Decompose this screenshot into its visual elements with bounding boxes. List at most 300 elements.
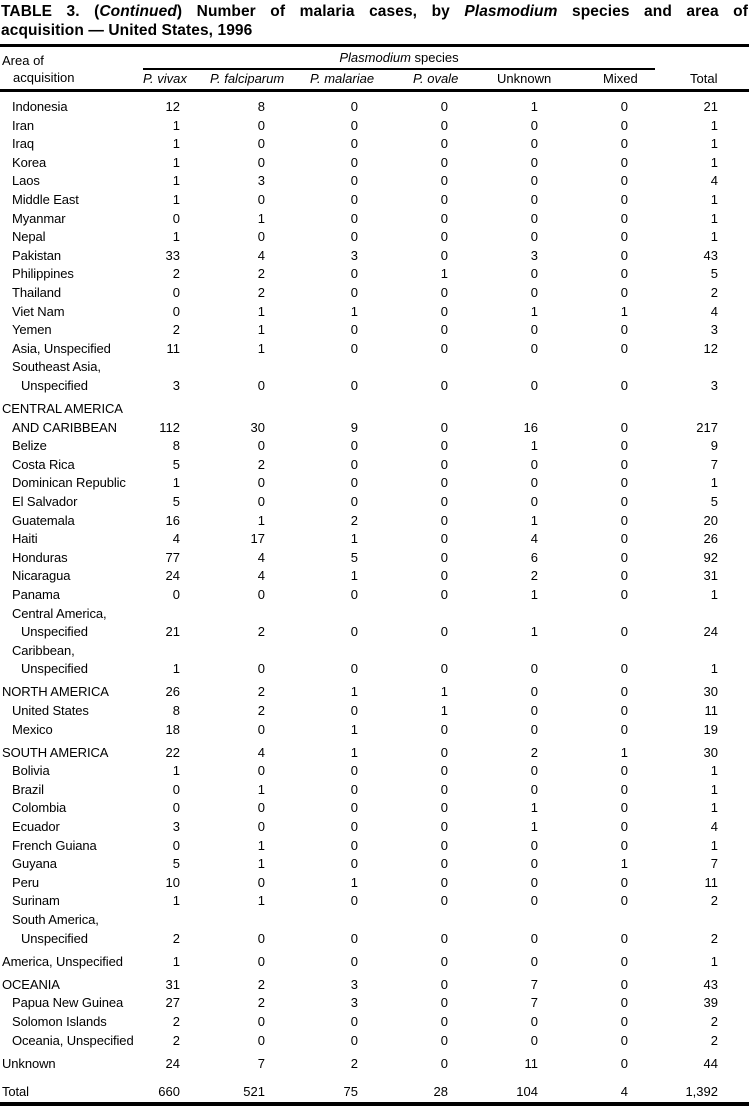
cell-mixed: 1 <box>620 303 628 319</box>
cell-unknown: 0 <box>530 930 538 946</box>
cell-total: 1 <box>710 136 718 152</box>
cell-p-falciparum: 30 <box>250 419 265 435</box>
cell-p-vivax: 0 <box>172 837 180 853</box>
table-row <box>0 154 749 173</box>
cell-p-vivax: 1 <box>172 229 180 245</box>
table-row <box>0 642 749 661</box>
row-label: Iran <box>12 117 35 133</box>
cell-unknown: 1 <box>530 512 538 528</box>
cell-p-malariae: 0 <box>350 661 358 677</box>
cell-p-falciparum: 0 <box>257 438 265 454</box>
table-title <box>0 0 749 40</box>
cell-p-malariae: 0 <box>350 856 358 872</box>
cell-p-falciparum: 0 <box>257 136 265 152</box>
cell-p-falciparum: 0 <box>257 475 265 491</box>
cell-unknown: 0 <box>530 893 538 909</box>
cell-p-falciparum: 4 <box>257 744 265 760</box>
cell-unknown <box>448 358 538 377</box>
cell-p-vivax: 77 <box>165 549 180 565</box>
cell-p-falciparum: 2 <box>257 624 265 640</box>
table-title-line1 <box>1 2 748 21</box>
cell-p-ovale: 0 <box>440 819 448 835</box>
plasmodium-species-underline <box>143 68 655 70</box>
cell-p-ovale: 28 <box>433 1084 448 1100</box>
cell-p-ovale: 0 <box>440 721 448 737</box>
cell-mixed: 0 <box>620 136 628 152</box>
table-row <box>0 321 749 340</box>
cell-p-malariae: 1 <box>350 303 358 319</box>
cell-p-malariae: 1 <box>350 531 358 547</box>
cell-p-ovale: 0 <box>440 191 448 207</box>
cell-p-falciparum <box>180 400 265 419</box>
cell-total: 3 <box>710 377 718 393</box>
cell-unknown: 1 <box>530 99 538 114</box>
cell-p-ovale: 0 <box>440 837 448 853</box>
cell-total: 1 <box>710 154 718 170</box>
table-row <box>0 400 749 419</box>
cell-mixed: 0 <box>620 763 628 779</box>
cell-p-vivax: 3 <box>172 377 180 393</box>
cell-p-malariae: 0 <box>350 1014 358 1029</box>
cell-total: 2 <box>710 1014 718 1029</box>
cell-mixed: 0 <box>620 976 628 992</box>
cell-total: 5 <box>710 493 718 509</box>
cell-mixed: 0 <box>620 475 628 491</box>
table-row <box>0 493 749 512</box>
column-group-header-plasmodium-species: Plasmodium species <box>339 50 459 65</box>
cell-total: 3 <box>710 322 718 338</box>
cell-mixed: 0 <box>620 210 628 226</box>
title-segment: species and area of <box>557 3 748 20</box>
cell-mixed: 0 <box>620 419 628 435</box>
cell-mixed: 0 <box>620 191 628 207</box>
cell-p-malariae: 0 <box>350 322 358 338</box>
cell-p-falciparum: 0 <box>257 721 265 737</box>
cell-p-malariae: 0 <box>350 800 358 816</box>
row-label: Dominican Republic <box>12 475 126 491</box>
cell-p-falciparum: 0 <box>257 1032 265 1048</box>
cell-unknown: 0 <box>530 703 538 718</box>
cell-p-falciparum: 0 <box>257 800 265 816</box>
cell-total: 1 <box>710 953 718 969</box>
row-label: Asia, Unspecified <box>12 340 111 356</box>
cell-p-falciparum: 0 <box>257 661 265 677</box>
row-label: Total <box>2 1084 29 1100</box>
cell-p-vivax: 1 <box>172 763 180 779</box>
cell-p-vivax: 5 <box>172 856 180 872</box>
cell-p-malariae: 0 <box>350 266 358 282</box>
cell-unknown: 3 <box>530 247 538 263</box>
cell-p-ovale: 0 <box>440 1032 448 1048</box>
cell-total: 2 <box>710 893 718 909</box>
cell-unknown: 0 <box>530 173 538 189</box>
cell-unknown: 1 <box>530 819 538 835</box>
cell-p-malariae: 0 <box>350 930 358 946</box>
table-row <box>0 512 749 531</box>
row-label: Myanmar <box>12 210 66 226</box>
cell-p-falciparum: 1 <box>257 322 265 338</box>
cell-total: 2 <box>710 284 718 300</box>
table-row <box>0 530 749 549</box>
cell-total: 1 <box>710 191 718 207</box>
table-row <box>0 265 749 284</box>
cell-total: 44 <box>703 1055 718 1071</box>
cell-unknown <box>448 911 538 930</box>
cell-mixed: 0 <box>620 456 628 472</box>
title-segment: Plasmodium <box>464 3 558 20</box>
table-row <box>0 953 749 972</box>
cell-p-vivax: 5 <box>172 493 180 509</box>
table-row <box>0 994 749 1013</box>
cell-p-ovale: 0 <box>440 893 448 909</box>
cell-mixed <box>538 605 628 624</box>
cell-unknown: 4 <box>530 531 538 547</box>
cell-mixed: 0 <box>620 568 628 584</box>
table-row <box>0 1083 749 1102</box>
cell-total: 1 <box>710 475 718 491</box>
column-header-p-malariae: P. malariae <box>310 71 375 86</box>
cell-p-malariae: 1 <box>350 721 358 737</box>
cell-p-falciparum: 0 <box>257 763 265 779</box>
cell-unknown: 11 <box>524 1055 538 1071</box>
cell-total: 1 <box>710 586 718 602</box>
column-header-total: Total <box>690 71 718 86</box>
cell-p-malariae: 0 <box>350 781 358 797</box>
cell-p-malariae: 2 <box>350 512 358 528</box>
cell-total: 5 <box>710 266 718 282</box>
row-label: Brazil <box>12 781 44 797</box>
row-label: El Salvador <box>12 493 78 509</box>
cell-total: 1 <box>710 800 718 816</box>
table-row <box>0 456 749 475</box>
row-label: Philippines <box>12 266 74 282</box>
cell-p-malariae: 9 <box>350 419 358 435</box>
cell-p-malariae: 0 <box>350 837 358 853</box>
cell-p-ovale: 0 <box>440 99 448 114</box>
cell-unknown: 1 <box>530 586 538 602</box>
cell-mixed: 0 <box>620 229 628 245</box>
cell-unknown: 0 <box>530 781 538 797</box>
cell-p-malariae: 0 <box>350 340 358 356</box>
cell-unknown: 16 <box>523 419 538 435</box>
cell-p-malariae: 1 <box>350 744 358 760</box>
cell-p-malariae: 0 <box>350 438 358 454</box>
table-header <box>0 47 749 89</box>
table-row <box>0 474 749 493</box>
cell-p-vivax <box>145 911 180 930</box>
cell-p-vivax: 2 <box>172 930 180 946</box>
cell-p-malariae: 0 <box>350 763 358 779</box>
cell-unknown: 0 <box>530 377 538 393</box>
cell-p-malariae: 5 <box>350 549 358 565</box>
cell-p-vivax: 1 <box>172 117 180 133</box>
cell-p-vivax: 0 <box>172 284 180 300</box>
cell-p-malariae: 0 <box>350 117 358 133</box>
cell-mixed: 0 <box>620 819 628 835</box>
table-row <box>0 762 749 781</box>
row-label: Indonesia <box>12 99 68 114</box>
cell-p-ovale <box>358 642 448 661</box>
cell-mixed: 0 <box>620 703 628 718</box>
column-header-p-falciparum: P. falciparum <box>210 71 285 86</box>
table-row <box>0 98 749 117</box>
cell-mixed: 0 <box>620 173 628 189</box>
cell-mixed: 0 <box>620 512 628 528</box>
cell-total: 12 <box>703 340 718 356</box>
cell-p-malariae: 0 <box>350 210 358 226</box>
cell-unknown: 0 <box>530 953 538 969</box>
cell-p-vivax: 3 <box>172 819 180 835</box>
cell-p-ovale: 0 <box>440 953 448 969</box>
cell-p-ovale: 1 <box>440 266 448 282</box>
cell-p-falciparum: 0 <box>257 493 265 509</box>
table-row <box>0 721 749 740</box>
cell-p-vivax: 1 <box>172 191 180 207</box>
cell-p-malariae <box>265 642 358 661</box>
cell-p-ovale: 0 <box>440 475 448 491</box>
cell-p-falciparum: 1 <box>257 837 265 853</box>
table-row <box>0 117 749 136</box>
cell-p-ovale: 0 <box>440 856 448 872</box>
cell-total: 20 <box>703 512 718 528</box>
cell-total: 4 <box>710 819 718 835</box>
cell-unknown: 0 <box>530 1014 538 1029</box>
cell-p-vivax: 12 <box>165 99 180 114</box>
cell-total: 19 <box>703 721 718 737</box>
cell-unknown: 104 <box>516 1084 538 1100</box>
cell-p-ovale: 0 <box>440 303 448 319</box>
cell-p-vivax: 24 <box>165 1055 180 1071</box>
row-label: Peru <box>12 874 40 890</box>
table-row <box>0 855 749 874</box>
cell-p-malariae: 3 <box>350 995 358 1011</box>
cell-mixed: 0 <box>620 377 628 393</box>
cell-unknown: 6 <box>530 549 538 565</box>
cell-mixed: 0 <box>620 549 628 565</box>
cell-p-ovale: 0 <box>440 154 448 170</box>
cell-p-malariae: 1 <box>350 568 358 584</box>
cell-mixed <box>538 642 628 661</box>
cell-total <box>628 605 718 624</box>
cell-total: 1 <box>710 763 718 779</box>
cell-mixed: 0 <box>620 493 628 509</box>
cell-p-falciparum: 521 <box>243 1084 265 1100</box>
row-label: Solomon Islands <box>12 1014 107 1029</box>
cell-mixed: 0 <box>620 117 628 133</box>
cell-total: 11 <box>704 703 718 718</box>
cell-unknown: 0 <box>530 1032 538 1048</box>
table-row <box>0 911 749 930</box>
cell-mixed: 0 <box>620 322 628 338</box>
cell-total: 26 <box>703 531 718 547</box>
cell-mixed: 0 <box>620 586 628 602</box>
cell-p-falciparum: 1 <box>257 856 265 872</box>
cell-p-malariae: 2 <box>350 1055 358 1071</box>
table-row <box>0 976 749 995</box>
cell-p-vivax: 8 <box>172 438 180 454</box>
cell-unknown <box>448 642 538 661</box>
cell-unknown: 2 <box>530 568 538 584</box>
cell-p-malariae: 0 <box>350 456 358 472</box>
cell-p-malariae: 0 <box>350 191 358 207</box>
cell-p-falciparum <box>180 605 265 624</box>
cell-p-ovale: 0 <box>440 568 448 584</box>
cell-total <box>628 911 718 930</box>
row-label: NORTH AMERICA <box>2 684 109 700</box>
row-label: Viet Nam <box>12 303 65 319</box>
cell-p-vivax: 4 <box>172 531 180 547</box>
table-row <box>0 892 749 911</box>
row-label: Unspecified <box>21 930 88 946</box>
table-row <box>0 247 749 266</box>
cell-p-vivax: 18 <box>165 721 180 737</box>
cell-p-ovale: 0 <box>440 549 448 565</box>
cell-p-ovale <box>358 358 448 377</box>
cell-p-falciparum: 4 <box>257 549 265 565</box>
cell-p-vivax: 1 <box>172 893 180 909</box>
cell-total: 2 <box>710 930 718 946</box>
cell-mixed: 4 <box>620 1084 628 1100</box>
cell-unknown: 0 <box>530 322 538 338</box>
cell-p-falciparum: 2 <box>257 284 265 300</box>
cell-p-vivax: 31 <box>165 976 180 992</box>
row-label: Mexico <box>12 721 53 737</box>
row-label: Belize <box>12 438 47 454</box>
cell-p-ovale: 0 <box>440 136 448 152</box>
cell-total: 1 <box>710 837 718 853</box>
cell-total: 1 <box>710 781 718 797</box>
cell-p-falciparum: 0 <box>257 930 265 946</box>
cell-p-ovale: 1 <box>440 684 448 700</box>
row-label: Pakistan <box>12 247 62 263</box>
cell-p-falciparum <box>180 358 265 377</box>
cell-p-vivax <box>145 605 180 624</box>
cell-p-vivax: 8 <box>172 703 180 718</box>
cell-p-falciparum: 0 <box>257 117 265 133</box>
cell-unknown: 0 <box>530 493 538 509</box>
table-row <box>0 930 749 949</box>
cell-p-falciparum: 0 <box>257 377 265 393</box>
cell-p-falciparum: 2 <box>257 684 265 700</box>
cell-p-ovale: 0 <box>440 493 448 509</box>
cell-p-malariae: 0 <box>350 586 358 602</box>
row-label: Southeast Asia, <box>12 359 101 375</box>
cell-unknown: 7 <box>530 976 538 992</box>
cell-p-vivax: 1 <box>172 173 180 189</box>
table-row <box>0 799 749 818</box>
table-row <box>0 660 749 679</box>
cell-p-falciparum: 1 <box>257 781 265 797</box>
row-label: Papua New Guinea <box>12 995 124 1011</box>
cell-total: 31 <box>703 568 718 584</box>
cell-p-ovale <box>358 911 448 930</box>
cell-total: 7 <box>710 856 718 872</box>
cell-total: 92 <box>703 549 718 565</box>
cell-p-ovale: 0 <box>440 173 448 189</box>
cell-p-malariae: 1 <box>350 684 358 700</box>
cell-total: 24 <box>703 624 718 640</box>
cell-p-falciparum: 2 <box>257 456 265 472</box>
cell-p-falciparum: 8 <box>257 99 265 114</box>
cell-unknown: 7 <box>530 995 538 1011</box>
cell-p-ovale <box>358 605 448 624</box>
cell-p-malariae: 0 <box>350 99 358 114</box>
cell-unknown: 0 <box>530 475 538 491</box>
table-row <box>0 818 749 837</box>
cell-total: 1 <box>710 210 718 226</box>
table-row <box>0 210 749 229</box>
cell-total: 43 <box>703 976 718 992</box>
table-row <box>0 874 749 893</box>
cell-p-malariae: 0 <box>350 377 358 393</box>
cell-unknown: 0 <box>530 456 538 472</box>
cell-mixed: 0 <box>620 800 628 816</box>
row-label: Guatemala <box>12 512 75 528</box>
table-row <box>0 135 749 154</box>
cell-p-falciparum: 0 <box>257 229 265 245</box>
cell-p-falciparum: 1 <box>257 210 265 226</box>
cell-mixed <box>538 911 628 930</box>
row-label: Costa Rica <box>12 456 75 472</box>
cell-p-malariae: 0 <box>350 953 358 969</box>
cell-total: 217 <box>696 419 718 435</box>
title-segment: TABLE 3. ( <box>1 3 100 20</box>
table-row <box>0 586 749 605</box>
row-label: Central America, <box>12 605 107 621</box>
table-row <box>0 1032 749 1051</box>
table-row <box>0 605 749 624</box>
cell-p-malariae: 0 <box>350 493 358 509</box>
cell-mixed <box>538 358 628 377</box>
cell-p-malariae: 0 <box>350 154 358 170</box>
cell-p-vivax: 2 <box>172 1032 180 1048</box>
cell-p-malariae: 3 <box>350 976 358 992</box>
cell-p-ovale: 0 <box>440 586 448 602</box>
cell-mixed: 0 <box>620 930 628 946</box>
cell-p-vivax: 5 <box>172 456 180 472</box>
cell-mixed: 0 <box>620 624 628 640</box>
cell-total: 39 <box>703 995 718 1011</box>
row-label: Korea <box>12 154 47 170</box>
cell-unknown: 1 <box>530 800 538 816</box>
cell-unknown <box>448 400 538 419</box>
cell-mixed: 1 <box>620 856 628 872</box>
cell-mixed: 0 <box>620 874 628 890</box>
cell-mixed: 0 <box>620 1014 628 1029</box>
row-label: Nepal <box>12 229 46 245</box>
cell-unknown: 0 <box>530 154 538 170</box>
title-segment: ) Number of malaria cases, by <box>176 3 465 20</box>
cell-mixed: 0 <box>620 781 628 797</box>
cell-unknown: 1 <box>530 624 538 640</box>
row-label: South America, <box>12 912 99 928</box>
cell-p-vivax: 2 <box>172 1014 180 1029</box>
cell-p-ovale: 0 <box>440 976 448 992</box>
table-row <box>0 1055 749 1074</box>
cell-mixed: 0 <box>620 684 628 700</box>
cell-p-vivax: 22 <box>165 744 180 760</box>
cell-total: 9 <box>710 438 718 454</box>
column-header-p-vivax: P. vivax <box>143 71 187 86</box>
table-row <box>0 567 749 586</box>
cell-p-falciparum: 4 <box>257 568 265 584</box>
cell-total: 4 <box>710 173 718 189</box>
cell-p-vivax: 1 <box>172 136 180 152</box>
cell-p-falciparum: 2 <box>257 703 265 718</box>
table-row <box>0 837 749 856</box>
cell-mixed: 0 <box>620 438 628 454</box>
row-label: SOUTH AMERICA <box>2 744 109 760</box>
